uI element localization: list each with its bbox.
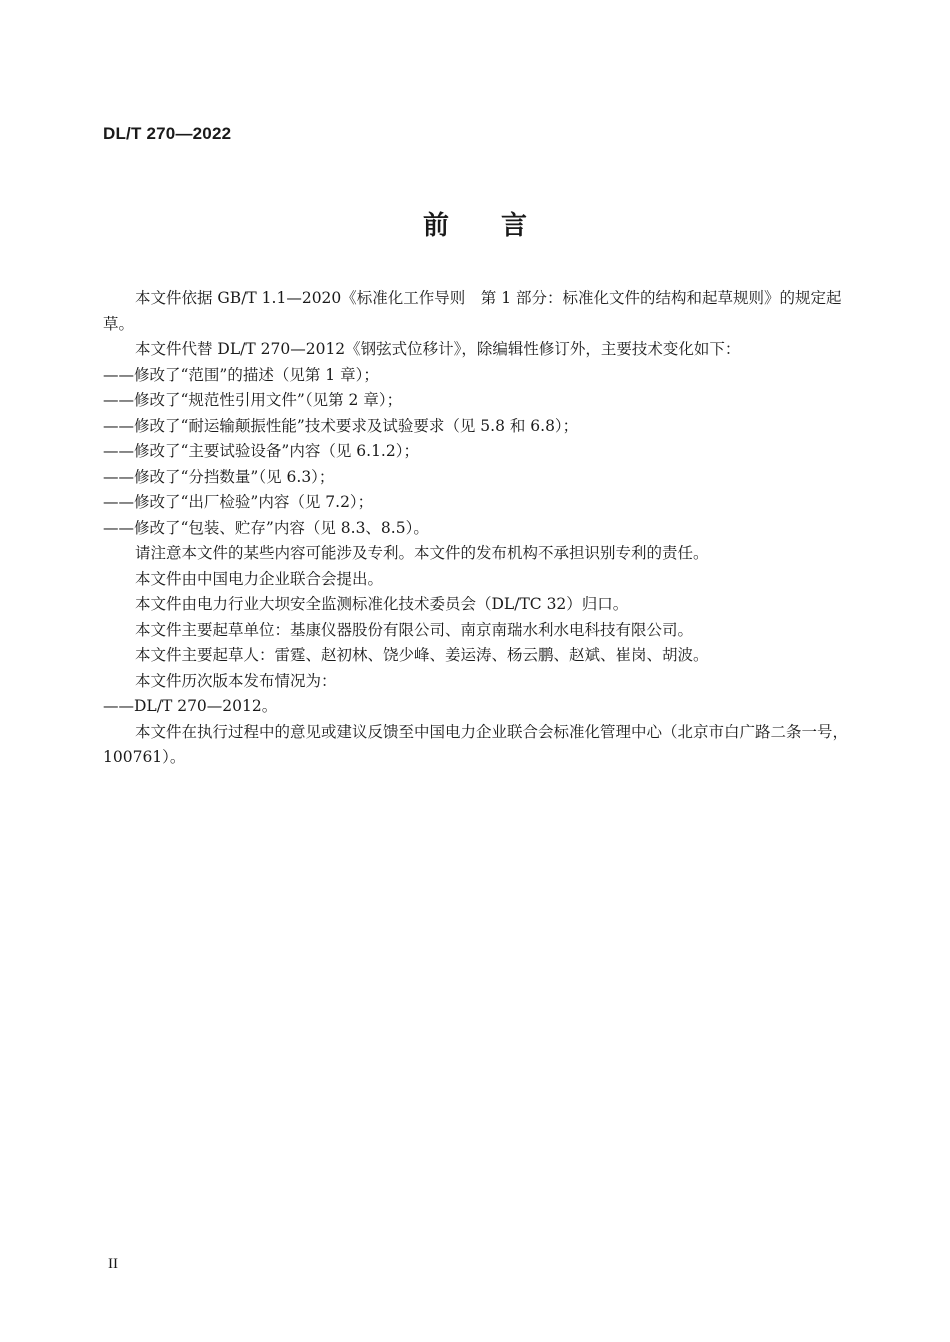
- paragraph-drafting-units: 本文件主要起草单位：基康仪器股份有限公司、南京南瑞水利水电科技有限公司。: [135, 620, 694, 639]
- paragraph-basis: 本文件依据 GB/T 1.1—2020《标准化工作导则 第 1 部分：标准化文件的结构和起草规则》的规定起草。: [103, 289, 842, 333]
- paragraph-committee: 本文件由电力行业大坝安全监测标准化技术委员会（DL/TC 32）归口。: [135, 595, 629, 613]
- history-item: ——DL/T 270—2012。: [103, 697, 278, 715]
- paragraph-patent: 请注意本文件的某些内容可能涉及专利。本文件的发布机构不承担识别专利的责任。: [135, 544, 709, 562]
- page-number: II: [108, 1256, 118, 1272]
- paragraph-drafters: 本文件主要起草人：雷霆、赵初林、饶少峰、姜运涛、杨云鹏、赵斌、崔岗、胡波。: [135, 646, 709, 664]
- change-item: ——修改了“规范性引用文件”（见第 2 章）；: [103, 391, 403, 409]
- change-item: ——修改了“耐运输颠振性能”技术要求及试验要求（见 5.8 和 6.8）；: [103, 416, 579, 435]
- document-code: DL/T 270—2022: [103, 124, 232, 143]
- change-item: ——修改了“范围”的描述（见第 1 章）；: [103, 365, 379, 384]
- foreword-body: [103, 286, 853, 771]
- page-title: 前言: [422, 211, 579, 241]
- change-item: ——修改了“分挡数量”（见 6.3）；: [103, 467, 335, 486]
- change-item: ——修改了“包装、贮存”内容（见 8.3、8.5）。: [103, 518, 429, 537]
- paragraph-feedback: 本文件在执行过程中的意见或建议反馈至中国电力企业联合会标准化管理中心（北京市白广路二条一号，100761）。: [103, 722, 849, 766]
- paragraph-replaces: 本文件代替 DL/T 270—2012《钢弦式位移计》，除编辑性修订外，主要技术变化如下：: [135, 340, 741, 358]
- paragraph-history: 本文件历次版本发布情况为：: [135, 671, 337, 690]
- change-item: ——修改了“出厂检验”内容（见 7.2）；: [103, 493, 374, 511]
- paragraph-proposer: 本文件由中国电力企业联合会提出。: [135, 569, 384, 588]
- change-item: ——修改了“主要试验设备”内容（见 6.1.2）；: [103, 442, 419, 460]
